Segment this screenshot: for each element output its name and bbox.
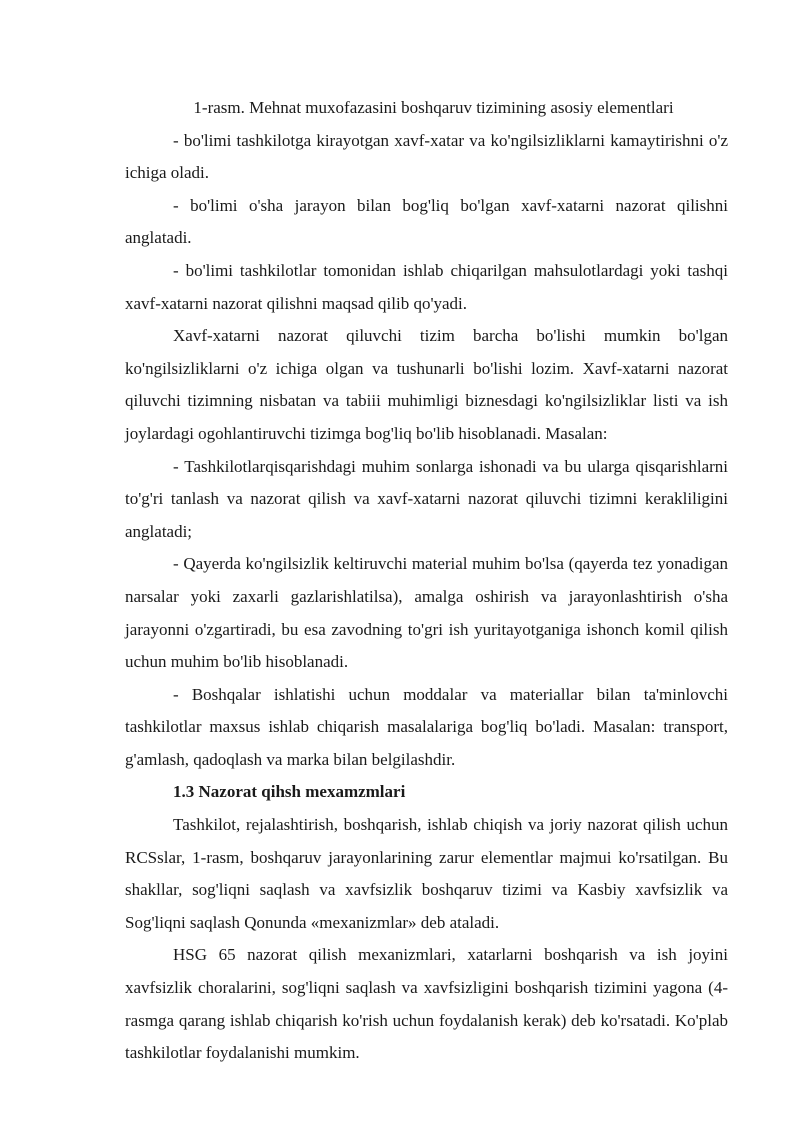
paragraph-4: Xavf-xatarni nazorat qiluvchi tizim barcha bo'lishi mumkin bo'lgan ko'ngilsizliklarni o'z ichiga olgan va tushunarli bo'lishi lozim. Xavf-xatarni nazorat qiluvchi tizimning nisbatan va tabiii muhimligi biznesdagi ko'ngilsizliklar listi va ish joylardagi ogohlantiruvchi tizimga bog'liq bo'lib hisoblanadi. Masalan: xyxy=(125,326,728,443)
paragraph-9: HSG 65 nazorat qilish mexanizmlari, xatarlarni boshqarish va ish joyini xavfsizlik choralarini, sog'liqni saqlash va xavfsizligini boshqarish tizimini yagona (4-rasmga qarang ishlab chiqarish ko'rish uchun foydalanish kerak) deb ko'rsatadi. Ko'plab tashkilotlar foydalanishi mumkim. xyxy=(125,945,728,1063)
paragraph-3: - bo'limi tashkilotlar tomonidan ishlab chiqarilgan mahsulotlardagi yoki tashqi xavf-xatarni nazorat qilishni maqsad qilib qo'yadi. xyxy=(125,260,728,313)
paragraph-2: - bo'limi o'sha jarayon bilan bog'liq bo'lgan xavf-xatarni nazorat qilishni anglatadi. xyxy=(125,195,728,248)
paragraph-8: Tashkilot, rejalashtirish, boshqarish, ishlab chiqish va joriy nazorat qilish uchun RCSslar, 1-rasm, boshqaruv jarayonlarining zarur elementlar majmui ko'rsatilgan. Bu shakllar, sog'liqni saqlash va xavfsizlik boshqaruv tizimi va Kasbiy xavfsizlik va Sog'liqni saqlash Qonunda «mexanizmlar» deb ataladi. xyxy=(125,815,728,932)
document-page xyxy=(125,92,728,1070)
section-heading: 1.3 Nazorat qihsh mexamzmlari xyxy=(173,782,406,802)
paragraph-5: - Tashkilotlarqisqarishdagi muhim sonlarga ishonadi va bu ularga qisqarishlarni to'g'ri tanlash va nazorat qilish va xavf-xatarni nazorat qiluvchi tizimni kerakliligini anglatadi; xyxy=(125,456,728,541)
figure-caption: 1-rasm. Mehnat muxofazasini boshqaruv tizimining asosiy elementlari xyxy=(193,98,674,117)
paragraph-6: - Qayerda ko'ngilsizlik keltiruvchi material muhim bo'lsa (qayerda tez yonadigan narsalar yoki zaxarli gazlarishlatilsa), amalga oshirish va jarayonlashtirish o'sha jarayonni o'zgartiradi, bu esa zavodning to'gri ish yuritayotganiga ishonch komil qilish uchun muhim bo'lib hisoblanadi. xyxy=(125,554,728,672)
paragraph-7: - Boshqalar ishlatishi uchun moddalar va materiallar bilan ta'minlovchi tashkilotlar maxsus ishlab chiqarish masalalariga bog'liq bo'ladi. Masalan: transport, g'amlash, qadoqlash va marka bilan belgilashdir. xyxy=(125,684,728,769)
paragraph-1: - bo'limi tashkilotga kirayotgan xavf-xatar va ko'ngilsizliklarni kamaytirishni o'z ichiga oladi. xyxy=(125,130,728,183)
